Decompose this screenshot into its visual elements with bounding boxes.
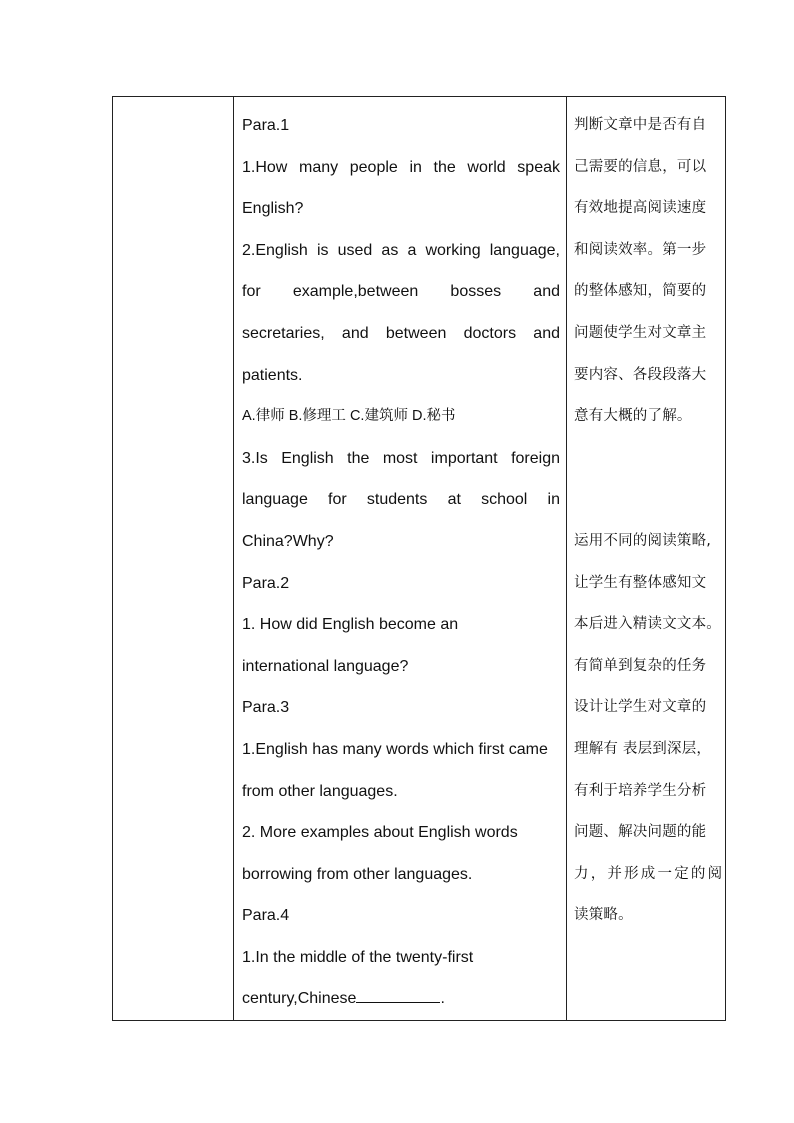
para1-q3-line: language for students at school in	[242, 491, 560, 509]
para3-q1-line: 1.English has many words which first came	[242, 740, 548, 758]
para1-q1-line: 1.How many people in the world speak	[242, 158, 560, 176]
notes-cell	[567, 97, 726, 1021]
note-line: 判断文章中是否有自	[574, 117, 707, 133]
note-line: 有简单到复杂的任务	[574, 657, 707, 674]
table-row	[113, 97, 726, 1021]
para4-title: Para.4	[242, 907, 290, 925]
para3-q1-line: from other languages.	[242, 782, 398, 800]
para1-q1-line: English?	[242, 200, 304, 218]
para1-q3-line: 3.Is English the most important foreign	[242, 449, 560, 467]
note-line: 本后进入精读文文本。	[574, 616, 721, 633]
note-line: 的整体感知，简要的	[574, 283, 707, 300]
note-line: 要内容、各段段落大	[574, 366, 707, 383]
empty-cell	[113, 97, 234, 1021]
para3-title: Para.3	[242, 699, 290, 717]
spacer	[574, 479, 725, 521]
para4-q1-end: .	[440, 990, 445, 1008]
para1-q2-line: secretaries, and between doctors and	[242, 324, 560, 342]
para1-q2-line: for example,between bosses and	[242, 283, 560, 301]
questions-cell	[234, 97, 567, 1021]
para3-q2-line: borrowing from other languages.	[242, 865, 473, 883]
note-line: 读策略。	[574, 907, 633, 924]
note-line: 理解有 表层到深层，	[574, 740, 712, 757]
lesson-table	[112, 96, 726, 1021]
note-line: 己需要的信息，可以	[574, 158, 707, 175]
para1-title: Para.1	[242, 117, 290, 134]
para1-q2-line: 2.English is used as a working language,	[242, 241, 560, 259]
para1-options: A.律师 B.修理工 C.建筑师 D.秘书	[242, 408, 456, 425]
note-line: 问题、解决问题的能	[574, 824, 707, 841]
para2-title: Para.2	[242, 574, 290, 592]
note-line: 有效地提高阅读速度	[574, 200, 707, 217]
para4-q1-text: century,Chinese	[242, 990, 357, 1008]
para4-q1-line	[242, 978, 560, 1020]
para1-q3-line: China?Why?	[242, 532, 334, 550]
para4-q1-line: 1.In the middle of the twenty-first	[242, 948, 474, 966]
para2-q1-line: 1. How did English become an	[242, 616, 459, 634]
note-line: 有利于培养学生分析	[574, 782, 707, 799]
note-line: 运用不同的阅读策略,	[574, 532, 712, 549]
note-line: 和阅读效率。第一步	[574, 241, 707, 258]
para3-q2-line: 2. More examples about English words	[242, 824, 518, 842]
note-line: 设计让学生对文章的	[574, 699, 707, 716]
note-line: 意有大概的了解。	[574, 408, 692, 425]
note-line: 力，并形成一定的阅	[574, 865, 725, 882]
note-line: 让学生有整体感知文	[574, 574, 707, 591]
spacer	[574, 438, 725, 480]
note-line: 问题使学生对文章主	[574, 324, 707, 341]
fill-blank	[356, 988, 440, 1003]
para2-q1-line: international language?	[242, 657, 409, 675]
para1-q2-line: patients.	[242, 366, 303, 384]
